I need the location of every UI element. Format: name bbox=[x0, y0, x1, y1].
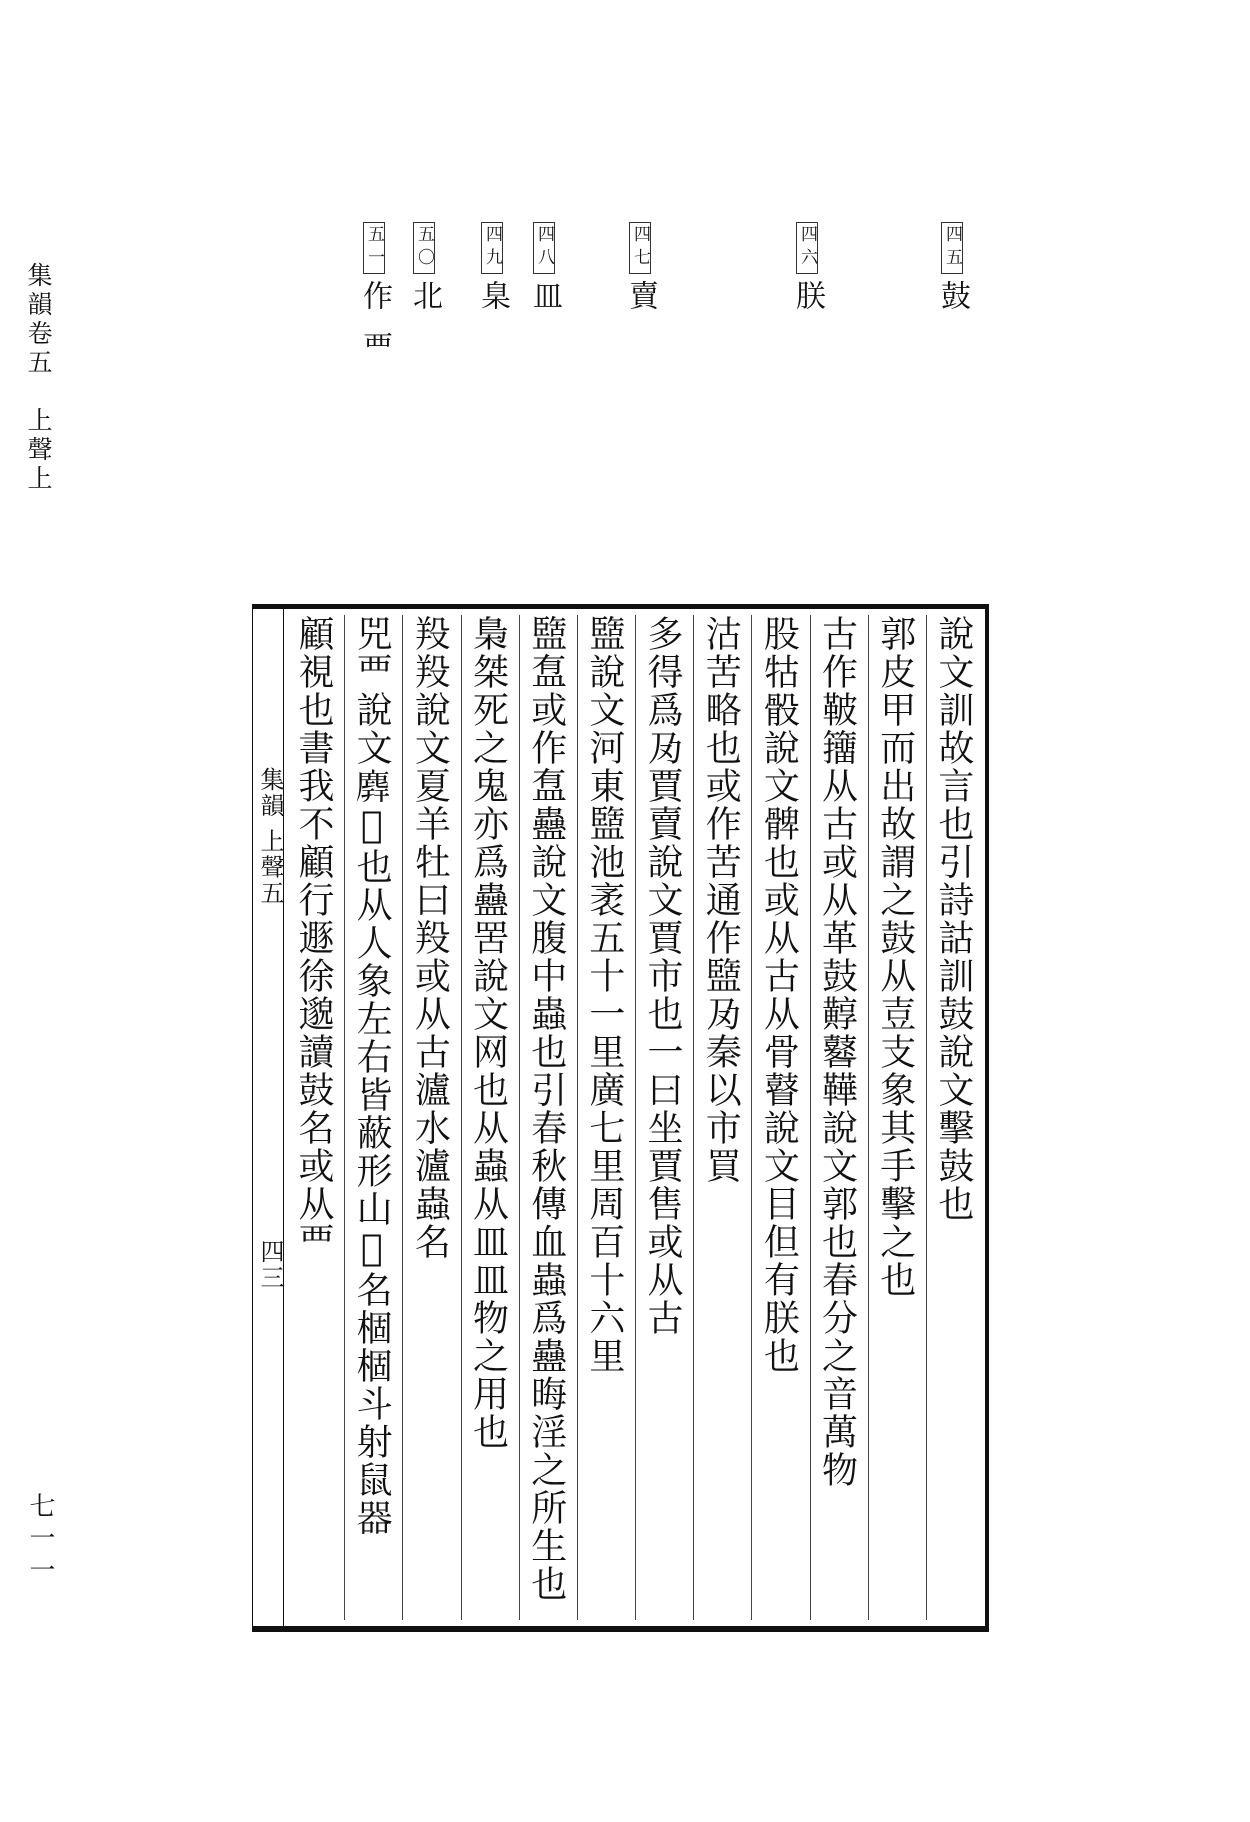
text-column: 盬䀁或作䀁蠱說文腹中蟲也引春秋傳血蟲爲蠱晦淫之所生也 bbox=[519, 615, 572, 1620]
note-char: 作 覀 bbox=[357, 280, 392, 368]
note-char: 臬 bbox=[475, 280, 510, 316]
note-char: 北 bbox=[407, 280, 442, 316]
block-heart-leaf: 四三 bbox=[256, 1239, 284, 1291]
inner-rule bbox=[283, 609, 284, 1626]
block-heart-title: 集韻 上聲五 bbox=[256, 767, 284, 907]
text-column: 古作鞁籒从古或从革鼓䵍鼛鞾說文郭也春分之音萬物 bbox=[810, 615, 863, 1620]
text-column: 盬說文河東盬池袤五十一里廣七里周百十六里 bbox=[577, 615, 630, 1620]
note-char: 朕 bbox=[790, 280, 825, 316]
collation-note bbox=[470, 222, 514, 316]
running-header: 集韻卷五 上聲上 bbox=[24, 262, 53, 494]
note-ref: 四八 bbox=[533, 222, 555, 274]
note-char: 皿 bbox=[527, 280, 562, 316]
page-number: 七一一 bbox=[25, 1492, 55, 1588]
text-column: 梟桀死之鬼亦爲蠱罟說文网也从蟲从皿皿物之用也 bbox=[461, 615, 514, 1620]
collation-note bbox=[785, 222, 829, 316]
note-char: 賣 bbox=[623, 280, 658, 316]
text-column: 羖羖說文夏羊牡曰羖或从古瀘水瀘蟲名 bbox=[402, 615, 455, 1620]
block-heart bbox=[253, 609, 283, 1626]
text-column: 兕覀說文𪊑𤜟也从人象左右皆蔽形山𪔁名棝棝斗射鼠器 bbox=[344, 615, 397, 1620]
note-ref: 四六 bbox=[796, 222, 818, 274]
collation-note bbox=[352, 222, 396, 368]
collation-note bbox=[618, 222, 662, 316]
text-column: 說文訓故言也引詩詁訓鼓說文擊鼓也 bbox=[926, 615, 979, 1620]
text-column: 股牯骰說文髀也或从古从骨瞽說文目但有朕也 bbox=[751, 615, 804, 1620]
note-ref: 四七 bbox=[629, 222, 651, 274]
text-columns bbox=[287, 615, 979, 1620]
collation-note bbox=[402, 222, 446, 316]
note-ref: 五一 bbox=[363, 222, 385, 274]
note-ref: 四九 bbox=[481, 222, 503, 274]
text-column: 郭皮甲而出故謂之鼓从壴支象其手擊之也 bbox=[868, 615, 921, 1620]
woodblock-page bbox=[252, 604, 989, 1632]
text-column: 多得爲夃賈賣說文賈市也一曰坐賈售或从古 bbox=[635, 615, 688, 1620]
text-column: 顧視也書我不顧行遯徐邈讀鼓名或从覀 bbox=[293, 615, 334, 1261]
note-ref: 四五 bbox=[941, 222, 963, 274]
collation-note bbox=[522, 222, 566, 316]
text-column: 沽苦略也或作苦通作盬夃秦以市買 bbox=[693, 615, 746, 1620]
note-char: 鼓 bbox=[935, 280, 970, 316]
collation-note bbox=[930, 222, 974, 316]
note-ref: 五〇 bbox=[413, 222, 435, 274]
